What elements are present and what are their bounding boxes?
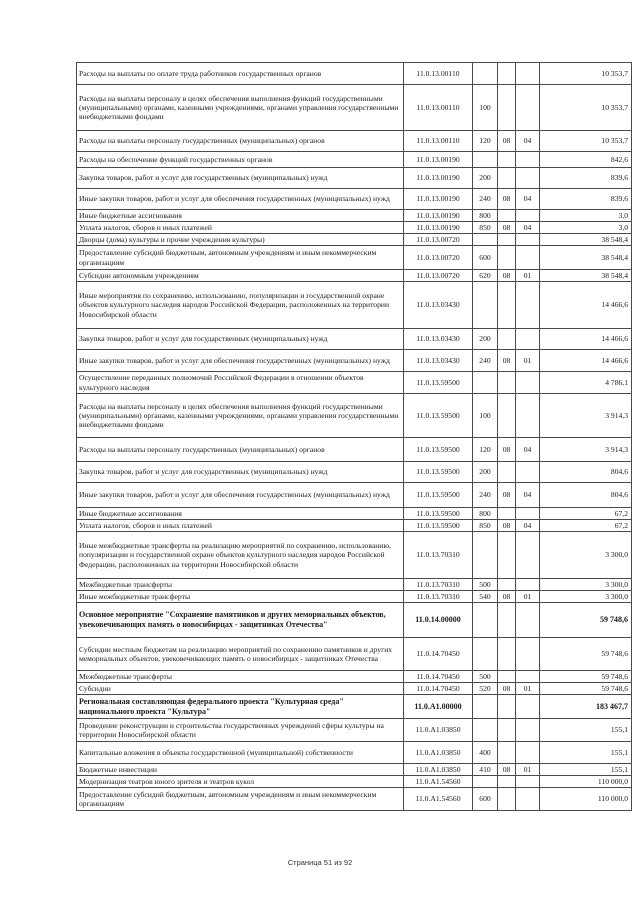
row-rz: 08: [498, 131, 516, 152]
table-row: [77, 394, 632, 438]
row-rz: [498, 210, 516, 222]
table-row: [77, 270, 632, 282]
row-name: Закупка товаров, работ и услуг для государственных (муниципальных) нужд: [77, 462, 404, 483]
row-sum: 10 353,7: [540, 131, 632, 152]
row-pr: 01: [516, 350, 540, 372]
row-code: 11.0.13.00720: [404, 270, 473, 282]
row-vr: 240: [473, 189, 498, 210]
row-sum: 59 748,6: [540, 683, 632, 695]
row-vr: 500: [473, 579, 498, 591]
row-pr: 01: [516, 683, 540, 695]
row-sum: 59 748,6: [540, 671, 632, 683]
row-code: 11.0.13.59500: [404, 372, 473, 394]
row-name: Предоставление субсидий бюджетным, автономным учреждениям и иным некоммерческим организациям: [77, 246, 404, 270]
row-name: Проведение реконструкции и строительства государственных учреждений сферы культуры на территории Новосибирской области: [77, 719, 404, 742]
row-code: 11.0.13.00190: [404, 210, 473, 222]
table-row: [77, 246, 632, 270]
budget-table-body: [77, 63, 632, 811]
row-code: 11.0.14.00000: [404, 603, 473, 638]
row-vr: [473, 532, 498, 579]
row-sum: 155,1: [540, 719, 632, 742]
table-row: [77, 168, 632, 189]
row-rz: [498, 695, 516, 719]
row-rz: [498, 719, 516, 742]
row-name: Модернизация театров юного зрителя и театров кукол: [77, 776, 404, 788]
row-sum: 38 548,4: [540, 234, 632, 246]
row-sum: 67,2: [540, 508, 632, 520]
row-rz: 08: [498, 222, 516, 234]
row-name: Уплата налогов, сборов и иных платежей: [77, 520, 404, 532]
row-vr: [473, 63, 498, 85]
row-sum: 3 300,0: [540, 532, 632, 579]
page-number: Страница 51 из 92: [287, 858, 353, 867]
table-row: [77, 189, 632, 210]
row-sum: 3 914,3: [540, 394, 632, 438]
row-vr: 800: [473, 210, 498, 222]
row-name: Иные бюджетные ассигнования: [77, 508, 404, 520]
row-vr: 410: [473, 764, 498, 776]
row-rz: [498, 776, 516, 788]
row-pr: [516, 282, 540, 329]
table-row: [77, 742, 632, 764]
row-rz: [498, 603, 516, 638]
row-pr: [516, 719, 540, 742]
row-vr: 520: [473, 683, 498, 695]
row-rz: [498, 329, 516, 350]
row-code: 11.0.13.03430: [404, 282, 473, 329]
row-sum: 155,1: [540, 742, 632, 764]
row-pr: [516, 372, 540, 394]
row-name: Иные закупки товаров, работ и услуг для обеспечения государственных (муниципальных) нужд: [77, 350, 404, 372]
table-row: [77, 152, 632, 168]
row-pr: [516, 603, 540, 638]
row-vr: 200: [473, 462, 498, 483]
table-row: [77, 85, 632, 131]
row-rz: 08: [498, 683, 516, 695]
row-vr: 850: [473, 520, 498, 532]
row-name: Уплата налогов, сборов и иных платежей: [77, 222, 404, 234]
row-rz: [498, 532, 516, 579]
row-rz: [498, 63, 516, 85]
row-rz: [498, 579, 516, 591]
row-code: 11.0.13.03430: [404, 350, 473, 372]
table-row: [77, 520, 632, 532]
row-name: Осуществление переданных полномочий Российской Федерации в отношении объектов культурного наследия: [77, 372, 404, 394]
row-code: 11.0.13.59500: [404, 438, 473, 462]
table-row: [77, 350, 632, 372]
row-pr: 04: [516, 131, 540, 152]
row-pr: [516, 246, 540, 270]
row-pr: 01: [516, 764, 540, 776]
table-row: [77, 329, 632, 350]
row-pr: 04: [516, 520, 540, 532]
row-rz: [498, 462, 516, 483]
row-pr: [516, 638, 540, 671]
row-pr: [516, 695, 540, 719]
row-sum: 804,6: [540, 483, 632, 508]
row-rz: [498, 508, 516, 520]
row-name: Расходы на выплаты персоналу государственных (муниципальных) органов: [77, 131, 404, 152]
row-vr: 400: [473, 742, 498, 764]
row-code: 11.0.13.00190: [404, 168, 473, 189]
row-pr: [516, 168, 540, 189]
row-sum: 3 300,0: [540, 591, 632, 603]
row-pr: [516, 329, 540, 350]
row-sum: 183 467,7: [540, 695, 632, 719]
row-pr: [516, 742, 540, 764]
row-sum: 14 466,6: [540, 282, 632, 329]
row-vr: [473, 282, 498, 329]
row-rz: [498, 234, 516, 246]
row-pr: 04: [516, 189, 540, 210]
row-name: Субсидии местным бюджетам на реализацию мероприятий по сохранению памятников и других мемориальных объектов, увековечивающих память о новосибирцах - защитниках Отечества: [77, 638, 404, 671]
row-name: Субсидии автономным учреждениям: [77, 270, 404, 282]
row-name: Региональная составляющая федерального проекта "Культурная среда" национального проекта "Культура": [77, 695, 404, 719]
row-code: 11.0.13.00110: [404, 63, 473, 85]
table-row: [77, 788, 632, 811]
row-rz: [498, 742, 516, 764]
row-code: 11.0.14.70450: [404, 671, 473, 683]
row-name: Расходы на выплаты по оплате труда работников государственных органов: [77, 63, 404, 85]
row-code: 11.0.13.00190: [404, 152, 473, 168]
row-vr: 200: [473, 168, 498, 189]
row-code: 11.0.13.00720: [404, 246, 473, 270]
table-row: [77, 776, 632, 788]
row-code: 11.0.13.70310: [404, 532, 473, 579]
row-code: 11.0.A1.03850: [404, 719, 473, 742]
row-rz: [498, 638, 516, 671]
row-code: 11.0.14.70450: [404, 683, 473, 695]
table-row: [77, 282, 632, 329]
row-name: Иные закупки товаров, работ и услуг для обеспечения государственных (муниципальных) нужд: [77, 483, 404, 508]
row-rz: 08: [498, 189, 516, 210]
row-pr: [516, 532, 540, 579]
row-code: 11.0.13.59500: [404, 508, 473, 520]
row-pr: [516, 579, 540, 591]
row-name: Межбюджетные трансферты: [77, 579, 404, 591]
row-rz: 08: [498, 350, 516, 372]
row-sum: 110 000,0: [540, 776, 632, 788]
row-vr: 120: [473, 131, 498, 152]
row-pr: 04: [516, 222, 540, 234]
row-vr: 120: [473, 438, 498, 462]
row-code: 11.0.A1.03850: [404, 742, 473, 764]
row-vr: 800: [473, 508, 498, 520]
row-vr: 200: [473, 329, 498, 350]
row-name: Субсидии: [77, 683, 404, 695]
row-code: 11.0.A1.03850: [404, 764, 473, 776]
row-pr: 04: [516, 438, 540, 462]
row-name: Иные мероприятия по сохранению, использованию, популяризации и государственной охране объектов культурного наследия народов Российской Федерации, расположенных на территории Новосибирской области: [77, 282, 404, 329]
row-code: 11.0.13.00110: [404, 85, 473, 131]
row-name: Основное мероприятие "Сохранение памятников и других мемориальных объектов, увековечивающих память о новосибирцах - защитниках Отечества": [77, 603, 404, 638]
row-pr: 04: [516, 483, 540, 508]
row-pr: [516, 508, 540, 520]
row-code: 11.0.13.00190: [404, 222, 473, 234]
row-vr: 620: [473, 270, 498, 282]
row-name: Иные межбюджетные трансферты на реализацию мероприятий по сохранению, использованию, популяризации и государственной охране объектов культурного наследия народов Российской Федерации, расположенных на территории Новосибирской области: [77, 532, 404, 579]
row-sum: 839,6: [540, 168, 632, 189]
row-sum: 14 466,6: [540, 329, 632, 350]
row-pr: [516, 152, 540, 168]
row-code: 11.0.13.00110: [404, 131, 473, 152]
row-rz: 08: [498, 438, 516, 462]
table-row: [77, 372, 632, 394]
row-pr: [516, 462, 540, 483]
row-code: 11.0.13.59500: [404, 462, 473, 483]
table-row: [77, 638, 632, 671]
row-sum: 839,6: [540, 189, 632, 210]
row-rz: 08: [498, 520, 516, 532]
row-pr: [516, 671, 540, 683]
row-sum: 3,0: [540, 222, 632, 234]
table-row: [77, 603, 632, 638]
row-name: Расходы на обеспечение функций государственных органов: [77, 152, 404, 168]
row-sum: 67,2: [540, 520, 632, 532]
row-rz: [498, 671, 516, 683]
table-row: [77, 483, 632, 508]
row-name: Бюджетные инвестиции: [77, 764, 404, 776]
row-rz: [498, 372, 516, 394]
budget-table: [76, 62, 632, 811]
row-name: Иные межбюджетные трансферты: [77, 591, 404, 603]
row-vr: 240: [473, 350, 498, 372]
row-pr: [516, 85, 540, 131]
row-vr: 540: [473, 591, 498, 603]
row-sum: 38 548,4: [540, 246, 632, 270]
table-row: [77, 683, 632, 695]
table-row: [77, 671, 632, 683]
row-vr: [473, 152, 498, 168]
row-code: 11.0.A1.00000: [404, 695, 473, 719]
row-code: 11.0.A1.54560: [404, 788, 473, 811]
table-row: [77, 764, 632, 776]
table-row: [77, 719, 632, 742]
row-sum: 842,6: [540, 152, 632, 168]
row-sum: 59 748,6: [540, 603, 632, 638]
row-pr: 01: [516, 591, 540, 603]
table-row: [77, 210, 632, 222]
table-row: [77, 438, 632, 462]
row-sum: 3 300,0: [540, 579, 632, 591]
row-name: Закупка товаров, работ и услуг для государственных (муниципальных) нужд: [77, 329, 404, 350]
row-vr: 240: [473, 483, 498, 508]
row-pr: [516, 234, 540, 246]
row-rz: [498, 152, 516, 168]
row-rz: [498, 788, 516, 811]
row-rz: [498, 282, 516, 329]
row-pr: 01: [516, 270, 540, 282]
row-sum: 10 353,7: [540, 85, 632, 131]
row-name: Межбюджетные трансферты: [77, 671, 404, 683]
table-row: [77, 508, 632, 520]
row-vr: 100: [473, 394, 498, 438]
row-sum: 38 548,4: [540, 270, 632, 282]
row-vr: [473, 372, 498, 394]
row-name: Иные бюджетные ассигнования: [77, 210, 404, 222]
row-sum: 59 748,6: [540, 638, 632, 671]
row-sum: 4 786,1: [540, 372, 632, 394]
row-name: Предоставление субсидий бюджетным, автономным учреждениям и иным некоммерческим организациям: [77, 788, 404, 811]
row-sum: 155,1: [540, 764, 632, 776]
row-name: Расходы на выплаты персоналу государственных (муниципальных) органов: [77, 438, 404, 462]
row-vr: 500: [473, 671, 498, 683]
table-row: [77, 234, 632, 246]
row-code: 11.0.13.70310: [404, 579, 473, 591]
row-sum: 3 914,3: [540, 438, 632, 462]
row-sum: 3,0: [540, 210, 632, 222]
row-pr: [516, 63, 540, 85]
table-row: [77, 131, 632, 152]
table-row: [77, 63, 632, 85]
row-code: 11.0.13.03430: [404, 329, 473, 350]
row-code: 11.0.13.00190: [404, 189, 473, 210]
row-name: Закупка товаров, работ и услуг для государственных (муниципальных) нужд: [77, 168, 404, 189]
row-pr: [516, 210, 540, 222]
row-vr: [473, 234, 498, 246]
row-name: Дворцы (дома) культуры и прочие учреждения культуры): [77, 234, 404, 246]
table-row: [77, 222, 632, 234]
row-vr: [473, 776, 498, 788]
row-vr: [473, 719, 498, 742]
row-rz: 08: [498, 483, 516, 508]
row-code: 11.0.13.00720: [404, 234, 473, 246]
table-row: [77, 695, 632, 719]
row-rz: [498, 246, 516, 270]
row-rz: 08: [498, 591, 516, 603]
row-rz: 08: [498, 764, 516, 776]
row-name: Расходы на выплаты персоналу в целях обеспечения выполнения функций государственными (муниципальными) органами, казенными учреждениями, органами управления государственными внебюджетными фондами: [77, 85, 404, 131]
table-row: [77, 532, 632, 579]
row-vr: 600: [473, 246, 498, 270]
row-vr: [473, 638, 498, 671]
row-rz: [498, 394, 516, 438]
row-vr: 600: [473, 788, 498, 811]
row-vr: 850: [473, 222, 498, 234]
row-code: 11.0.13.70310: [404, 591, 473, 603]
row-vr: [473, 603, 498, 638]
row-sum: 14 466,6: [540, 350, 632, 372]
row-sum: 10 353,7: [540, 63, 632, 85]
table-row: [77, 591, 632, 603]
row-vr: 100: [473, 85, 498, 131]
row-name: Расходы на выплаты персоналу в целях обеспечения выполнения функций государственными (муниципальными) органами, казенными учреждениями, органами управления государственными внебюджетными фондами: [77, 394, 404, 438]
row-code: 11.0.A1.54560: [404, 776, 473, 788]
row-pr: [516, 788, 540, 811]
table-row: [77, 462, 632, 483]
row-name: Капитальные вложения в объекты государственной (муниципальной) собственности: [77, 742, 404, 764]
row-code: 11.0.14.70450: [404, 638, 473, 671]
row-pr: [516, 394, 540, 438]
row-code: 11.0.13.59500: [404, 520, 473, 532]
row-sum: 110 000,0: [540, 788, 632, 811]
row-pr: [516, 776, 540, 788]
row-sum: 804,6: [540, 462, 632, 483]
row-vr: [473, 695, 498, 719]
table-row: [77, 579, 632, 591]
row-rz: 08: [498, 270, 516, 282]
row-code: 11.0.13.59500: [404, 394, 473, 438]
row-rz: [498, 168, 516, 189]
row-rz: [498, 85, 516, 131]
row-code: 11.0.13.59500: [404, 483, 473, 508]
row-name: Иные закупки товаров, работ и услуг для обеспечения государственных (муниципальных) нужд: [77, 189, 404, 210]
